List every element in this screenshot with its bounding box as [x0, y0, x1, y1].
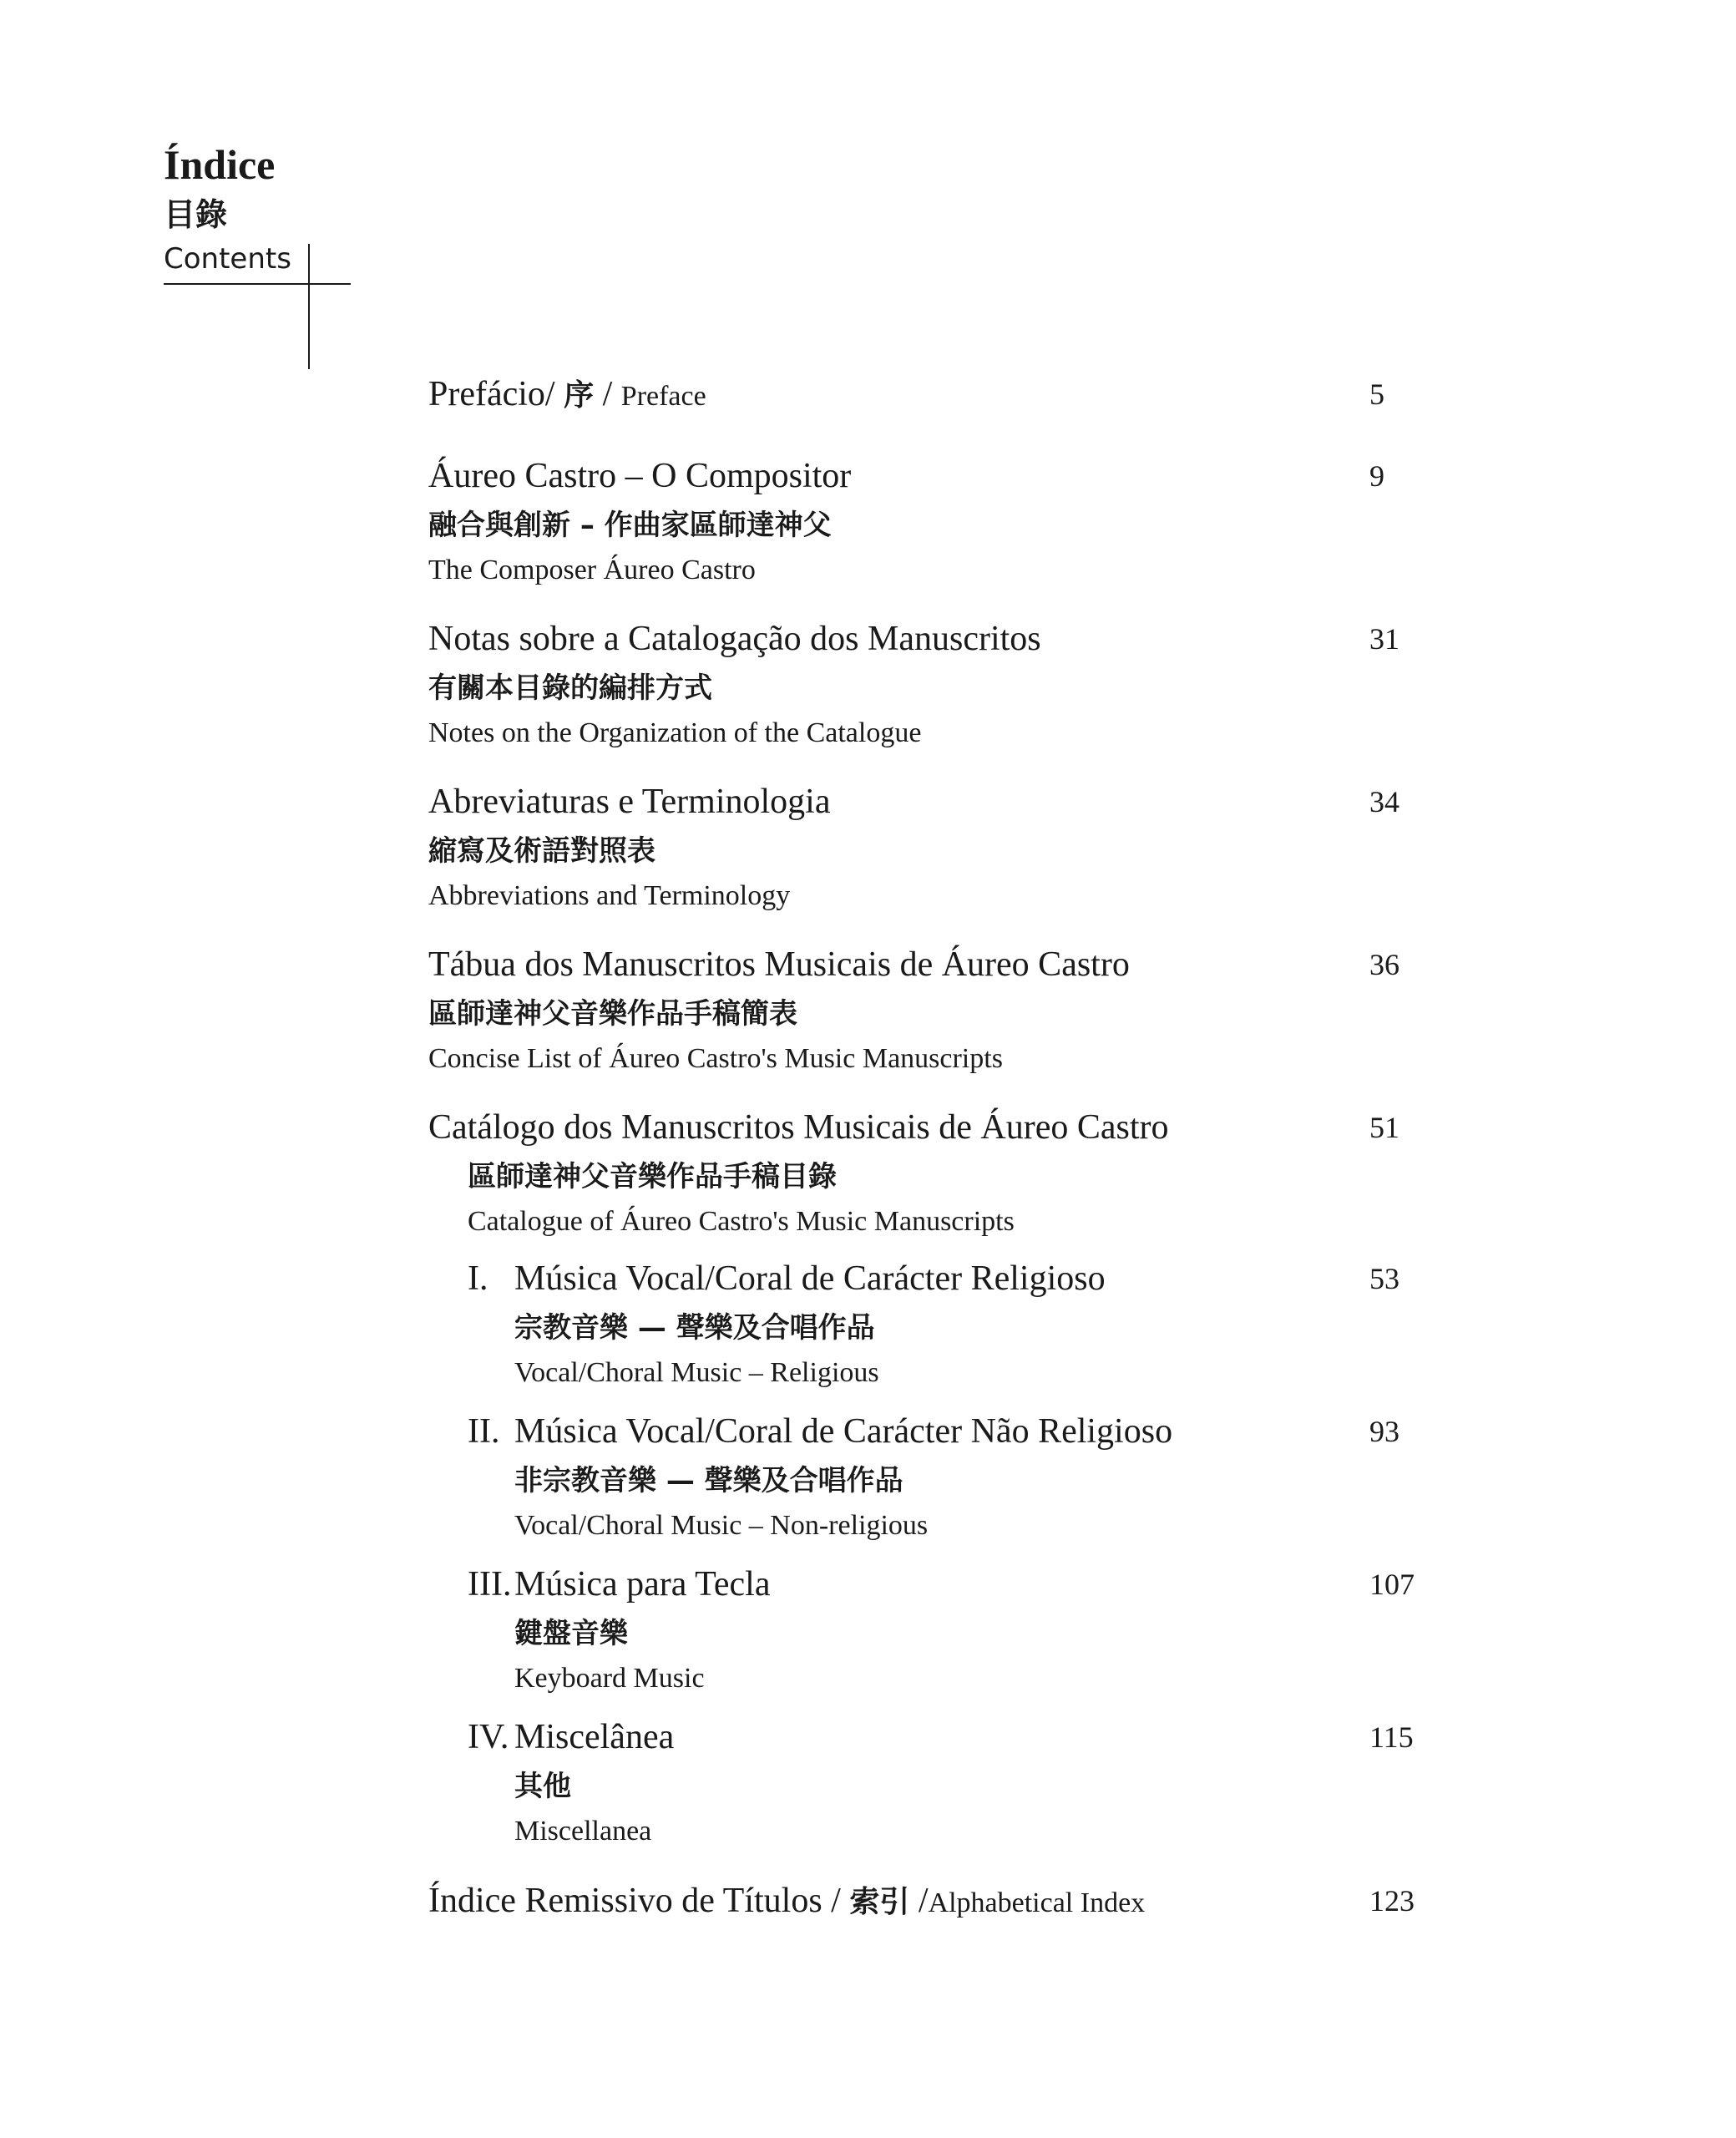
page-number: 107 [1369, 1568, 1415, 1601]
entry-title-en: The Composer Áureo Castro [428, 555, 756, 585]
entry-title-zh: 區師達神父音樂作品手稿簡表 [428, 997, 797, 1031]
toc-entry-index[interactable] [428, 1877, 1430, 1927]
toc-entry[interactable] [428, 616, 1430, 754]
toc-subentry[interactable] [468, 1561, 1353, 1700]
page-number-index: 123 [1369, 1884, 1415, 1918]
toc-subentry[interactable] [468, 1255, 1353, 1394]
subentry-title-pt: Miscelânea [514, 1718, 675, 1756]
page-number-preface: 5 [1369, 377, 1384, 411]
index-title-pt: Índice Remissivo de Títulos / [428, 1882, 841, 1920]
header-rule-vertical [308, 244, 310, 369]
toc-entry[interactable] [428, 778, 1430, 917]
preface-separator: / [602, 375, 613, 413]
subentry-title-pt: Música Vocal/Coral de Carácter Não Religioso [514, 1412, 1173, 1451]
subentry-title-en: Vocal/Choral Music – Non-religious [514, 1510, 929, 1541]
subentry-title-en: Keyboard Music [514, 1663, 705, 1694]
subentry-title-zh: 鍵盤音樂 [514, 1617, 628, 1650]
entry-title-en: Concise List of Áureo Castro's Music Manuscripts [428, 1043, 1003, 1074]
subentry-numeral: I. [468, 1259, 488, 1298]
toc-subentry[interactable] [468, 1714, 1353, 1852]
entry-title-zh: 區師達神父音樂作品手稿目錄 [468, 1160, 837, 1193]
page-number: 115 [1369, 1720, 1414, 1754]
entry-title-pt: Abreviaturas e Terminologia [428, 783, 831, 821]
entry-title-zh: 有關本目錄的編排方式 [428, 671, 712, 705]
preface-title-en: Preface [620, 381, 706, 412]
entry-title-pt: Notas sobre a Catalogação dos Manuscritos [428, 620, 1041, 658]
subentry-title-pt: Música para Tecla [514, 1565, 771, 1604]
entry-title-en: Catalogue of Áureo Castro's Music Manuscripts [468, 1206, 1015, 1237]
entry-title-en: Notes on the Organization of the Catalogue [428, 717, 922, 748]
subentry-title-en: Vocal/Choral Music – Religious [514, 1357, 879, 1388]
entry-title-en: Abbreviations and Terminology [428, 880, 791, 911]
page-number: 36 [1369, 948, 1399, 981]
subentry-title-pt: Música Vocal/Coral de Carácter Religioso [514, 1259, 1106, 1298]
toc-entry[interactable] [428, 453, 1430, 591]
preface-title-zh: 序 [564, 378, 595, 413]
index-separator: / [918, 1882, 929, 1920]
page-number: 93 [1369, 1415, 1399, 1448]
toc-entry[interactable] [428, 1104, 1430, 1243]
subentry-title-zh: 其他 [514, 1770, 571, 1803]
entry-title-pt: Tábua dos Manuscritos Musicais de Áureo Castro [428, 945, 1130, 984]
subentry-numeral: II. [468, 1412, 500, 1451]
contents-header [164, 138, 291, 280]
index-title-en: Alphabetical Index [928, 1887, 1146, 1918]
toc-entry-preface[interactable] [428, 371, 1430, 420]
toc-entry[interactable] [428, 941, 1430, 1080]
index-title-zh: 索引 [849, 1885, 910, 1919]
page-title-en: Contents [164, 242, 291, 276]
page-title-pt: Índice [164, 141, 276, 188]
entry-title-pt: Catálogo dos Manuscritos Musicais de Áureo Castro [428, 1108, 1169, 1147]
header-rule-horizontal [164, 283, 351, 285]
page-number: 51 [1369, 1111, 1399, 1144]
entry-title-zh: 縮寫及術語對照表 [428, 834, 655, 868]
page-number: 53 [1369, 1262, 1399, 1295]
page-number: 9 [1369, 459, 1384, 493]
toc-subentry[interactable] [468, 1408, 1353, 1547]
subentry-numeral: IV. [468, 1718, 509, 1756]
page-number: 31 [1369, 622, 1399, 656]
entry-title-pt: Áureo Castro – O Compositor [428, 457, 852, 495]
subentry-title-zh: 宗教音樂 — 聲樂及合唱作品 [514, 1311, 875, 1345]
subentry-numeral: III. [468, 1565, 512, 1604]
page-title-zh: 目錄 [164, 196, 228, 233]
page-number: 34 [1369, 785, 1399, 818]
subentry-title-zh: 非宗教音樂 — 聲樂及合唱作品 [514, 1464, 903, 1497]
preface-title-pt: Prefácio/ [428, 375, 555, 413]
entry-title-zh: 融合與創新 – 作曲家區師達神父 [428, 509, 832, 542]
subentry-title-en: Miscellanea [514, 1816, 652, 1847]
